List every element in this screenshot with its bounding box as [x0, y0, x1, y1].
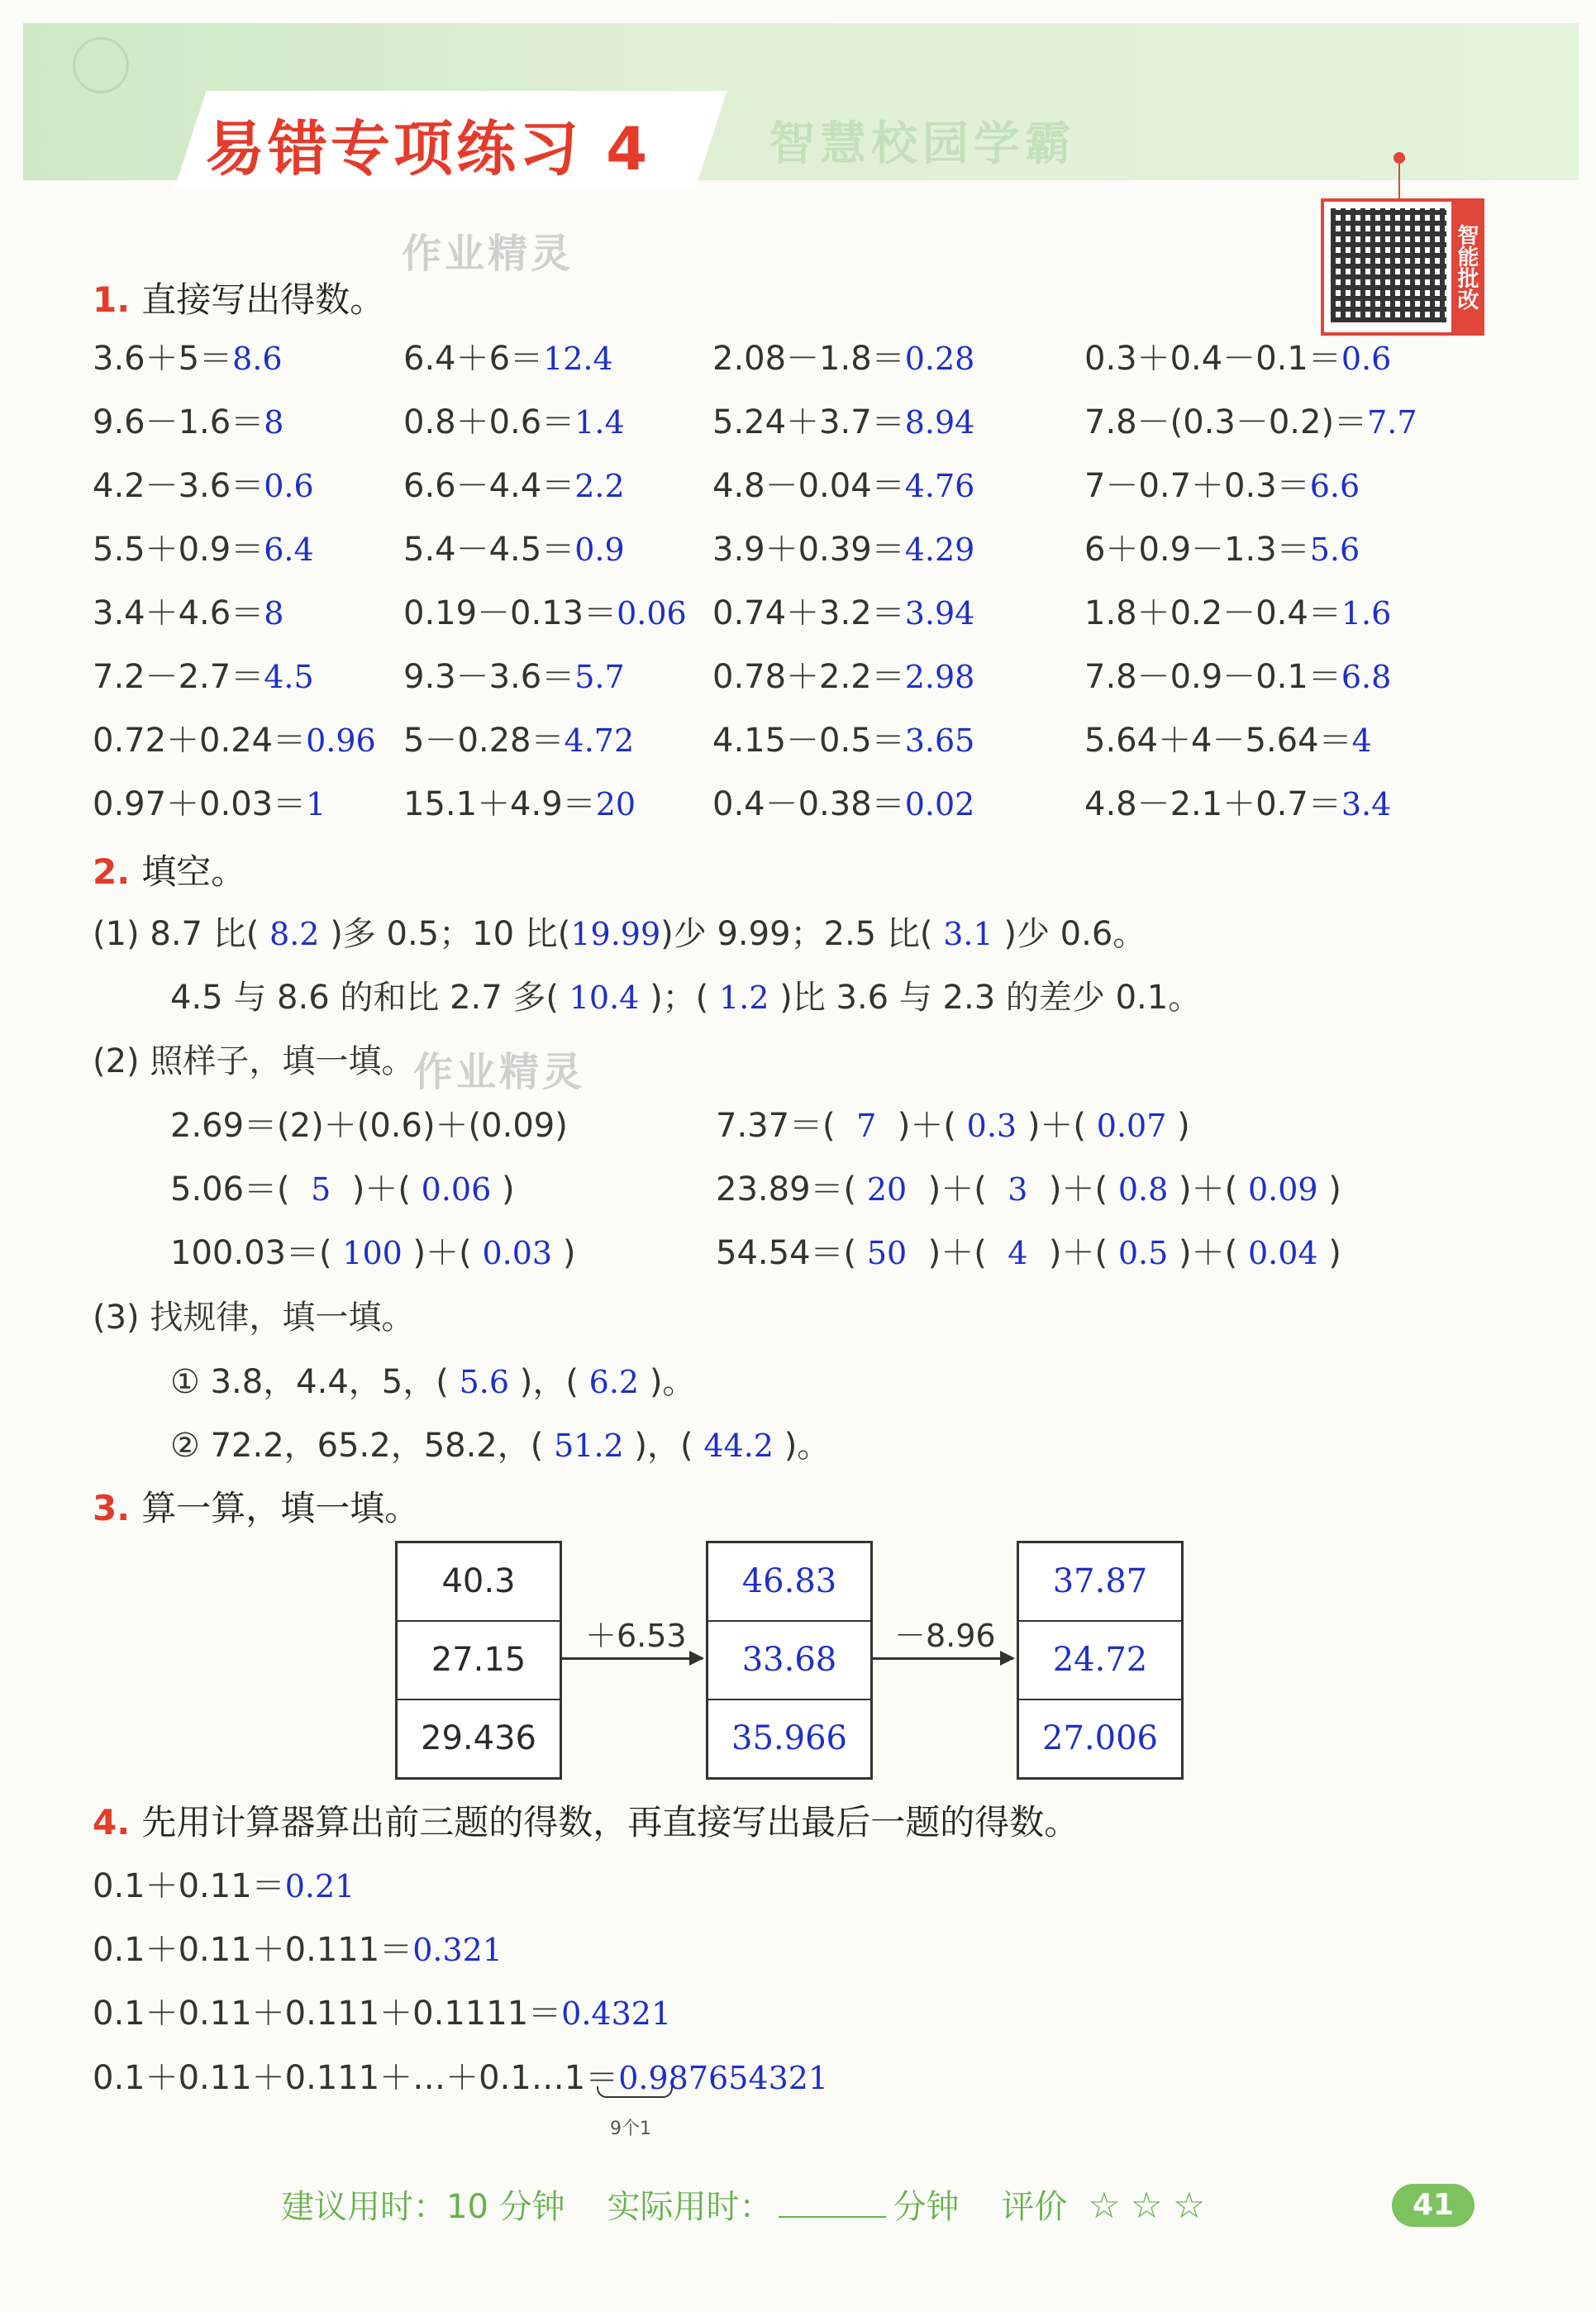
watermark-2: 作业精灵 [413, 1049, 586, 1095]
answer: 3.65 [904, 722, 975, 759]
s2-p2-example: 2.69＝(2)＋(0.6)＋(0.09) [170, 1107, 568, 1145]
answer: 0.06 [617, 595, 687, 632]
equation-item: 0.19－0.13＝0.06 [403, 594, 687, 632]
middle-column [706, 1541, 873, 1780]
equation-item: 7.8－0.9－0.1＝6.8 [1084, 658, 1392, 696]
s4-row2: 0.1＋0.11＋0.111＝0.321 [93, 1931, 503, 1969]
input-column [395, 1541, 562, 1780]
answer: 3.94 [904, 595, 975, 632]
answer-cell: 37.87 [1019, 1543, 1181, 1622]
s2-p2-eq-5454: 54.54＝( 50 )＋( 4 )＋( 0.5 )＋( 0.04 ) [716, 1234, 1341, 1272]
equation-item: 0.8＋0.6＝1.4 [403, 403, 625, 441]
star-icon[interactable]: ☆ [1172, 2185, 1206, 2227]
answer: 8 [264, 404, 284, 441]
answer: 8.6 [232, 341, 283, 377]
s4-row3: 0.1＋0.11＋0.111＋0.1111＝0.4321 [93, 1995, 672, 2033]
qr-hanger-string [1398, 157, 1400, 198]
answer: 4.72 [564, 722, 635, 759]
equation-item: 6.4＋6＝12.4 [403, 340, 613, 378]
equation-item: 2.08－1.8＝0.28 [712, 340, 975, 378]
answer: 20 [595, 786, 636, 822]
equation-item: 0.74＋3.2＝3.94 [712, 594, 975, 632]
equation-item: 0.4－0.38＝0.02 [712, 785, 975, 823]
operator-add: ＋6.53 [585, 1618, 687, 1654]
arrow-right-icon [873, 1657, 1013, 1660]
input-cell: 29.436 [421, 1719, 536, 1757]
equation-item: 1.8＋0.2－0.4＝1.6 [1084, 594, 1392, 632]
equation-item: 15.1＋4.9＝20 [403, 785, 636, 823]
answer: 0.9 [574, 532, 625, 568]
equation-item: 6＋0.9－1.3＝5.6 [1084, 531, 1360, 569]
input-cell: 40.3 [398, 1543, 560, 1622]
equation-item: 7－0.7＋0.3＝6.6 [1084, 467, 1360, 505]
answer: 1 [306, 786, 326, 822]
equation-item: 0.72＋0.24＝0.96 [93, 722, 376, 760]
equation-item: 3.6＋5＝8.6 [93, 340, 283, 378]
s2-p2-eq-506: 5.06＝( 5 )＋( 0.06 ) [170, 1170, 515, 1208]
header-ghost-text: 智慧校园学霸 [769, 117, 1076, 171]
operator-subtract: －8.96 [894, 1618, 996, 1654]
answer-cell: 27.006 [1042, 1719, 1158, 1757]
section4-heading: 4. 先用计算器算出前三题的得数，再直接写出最后一题的得数。 [93, 1802, 1079, 1842]
answer: 7.7 [1367, 404, 1417, 441]
answer: 12.4 [543, 341, 613, 377]
equation-item: 4.8－2.1＋0.7＝3.4 [1084, 785, 1392, 823]
arrow-right-icon [562, 1657, 703, 1660]
equation-item: 5.5＋0.9＝6.4 [93, 531, 314, 569]
decor-circle-icon [73, 37, 129, 93]
qr-code[interactable] [1321, 198, 1484, 336]
answer: 2.2 [574, 468, 625, 504]
answer: 0.96 [306, 722, 376, 759]
brace-note: 9个1 [610, 2119, 651, 2139]
equation-item: 5.4－4.5＝0.9 [403, 531, 625, 569]
qr-label: 智能批改 [1451, 202, 1481, 332]
section3-heading: 3. 算一算，填一填。 [93, 1488, 420, 1528]
answer: 6.8 [1341, 659, 1392, 695]
s4-row1: 0.1＋0.11＝0.21 [93, 1867, 355, 1905]
answer: 1.6 [1341, 595, 1392, 632]
answer: 0.6 [1341, 341, 1392, 377]
underbrace-icon [597, 2086, 673, 2098]
answer: 19.99 [570, 916, 661, 952]
equation-item: 0.3＋0.4－0.1＝0.6 [1084, 340, 1392, 378]
footer-timing: 建议用时：10 分钟 实际用时： 分钟 评价 ☆ ☆ ☆ [281, 2185, 1206, 2227]
section2-heading: 2. 填空。 [93, 851, 246, 892]
page-number: 41 [1392, 2184, 1475, 2227]
input-cell: 27.15 [398, 1622, 560, 1700]
equation-item: 4.2－3.6＝0.6 [93, 467, 314, 505]
star-icon[interactable]: ☆ [1130, 2185, 1163, 2227]
s2-p3-label: (3) 找规律，填一填。 [93, 1299, 415, 1337]
watermark-1: 作业精灵 [402, 231, 574, 277]
actual-time-blank[interactable] [779, 2216, 886, 2218]
equation-item: 3.9＋0.39＝4.29 [712, 531, 975, 569]
s2-p2-eq-2389: 23.89＝( 20 )＋( 3 )＋( 0.8 )＋( 0.09 ) [716, 1170, 1341, 1208]
answer-cell: 46.83 [708, 1543, 870, 1622]
s2-p1-line2: 4.5 与 8.6 的和比 2.7 多( 10.4 )；( 1.2 )比 3.6 与 2.3 的差少 0.1。 [170, 979, 1202, 1017]
answer-cell: 35.966 [731, 1719, 847, 1757]
answer: 8 [264, 595, 284, 632]
answer: 4.76 [904, 468, 975, 504]
answer: 6.6 [1309, 468, 1360, 504]
s2-p2-eq-10003: 100.03＝( 100 )＋( 0.03 ) [170, 1234, 576, 1272]
answer: 3.1 [943, 916, 993, 952]
answer: 5.6 [1309, 532, 1360, 568]
equation-item: 4.8－0.04＝4.76 [712, 467, 975, 505]
s4-row4: 0.1＋0.11＋0.111＋…＋0.1…1＝0.987654321 [93, 2059, 829, 2097]
answer: 4 [1351, 722, 1372, 759]
qr-pattern-icon [1331, 208, 1446, 322]
equation-item: 5.64＋4－5.64＝4 [1084, 722, 1372, 760]
equation-item: 7.8－(0.3－0.2)＝7.7 [1084, 403, 1417, 441]
answer: 0.02 [904, 786, 975, 822]
s2-p3-row1: ① 3.8，4.4，5，( 5.6 )，( 6.2 )。 [170, 1363, 696, 1401]
answer: 0.6 [264, 468, 314, 504]
equation-item: 5－0.28＝4.72 [403, 722, 635, 760]
answer: 3.4 [1341, 786, 1392, 822]
answer-cell: 24.72 [1019, 1622, 1181, 1700]
section1-heading: 1. 直接写出得数。 [93, 279, 385, 320]
answer: 4.5 [264, 659, 314, 695]
output-column [1017, 1541, 1184, 1780]
s2-p1-line1: (1) 8.7 比( 8.2 )多 0.5；10 比(19.99)少 9.99；2.5 比( 3.1 )少 0.6。 [93, 915, 1146, 953]
s2-p2-eq-737: 7.37＝( 7 )＋( 0.3 )＋( 0.07 ) [716, 1107, 1190, 1145]
page-title: 易错专项练习 4 [205, 114, 651, 184]
star-icon[interactable]: ☆ [1088, 2185, 1121, 2227]
equation-item: 7.2－2.7＝4.5 [93, 658, 314, 696]
s2-p3-row2: ② 72.2，65.2，58.2，( 51.2 )，( 44.2 )。 [170, 1427, 831, 1465]
equation-item: 3.4＋4.6＝8 [93, 594, 284, 632]
answer-cell: 33.68 [708, 1622, 870, 1700]
answer: 2.98 [904, 659, 975, 695]
equation-item: 9.6－1.6＝8 [93, 403, 284, 441]
equation-item: 9.3－3.6＝5.7 [403, 658, 625, 696]
equation-item: 5.24＋3.7＝8.94 [712, 403, 975, 441]
equation-item: 6.6－4.4＝2.2 [403, 467, 625, 505]
answer: 4.29 [904, 532, 975, 568]
answer: 8.2 [269, 916, 320, 952]
answer: 6.4 [264, 532, 314, 568]
equation-item: 0.78＋2.2＝2.98 [712, 658, 975, 696]
answer: 5.7 [574, 659, 625, 695]
answer: 1.2 [719, 980, 769, 1016]
answer: 0.28 [904, 341, 975, 377]
equation-item: 0.97＋0.03＝1 [93, 785, 326, 823]
answer: 8.94 [904, 404, 975, 441]
s2-p2-label: (2) 照样子，填一填。 [93, 1042, 415, 1080]
equation-item: 4.15－0.5＝3.65 [712, 722, 975, 760]
answer: 1.4 [574, 404, 625, 441]
answer: 10.4 [569, 980, 640, 1016]
